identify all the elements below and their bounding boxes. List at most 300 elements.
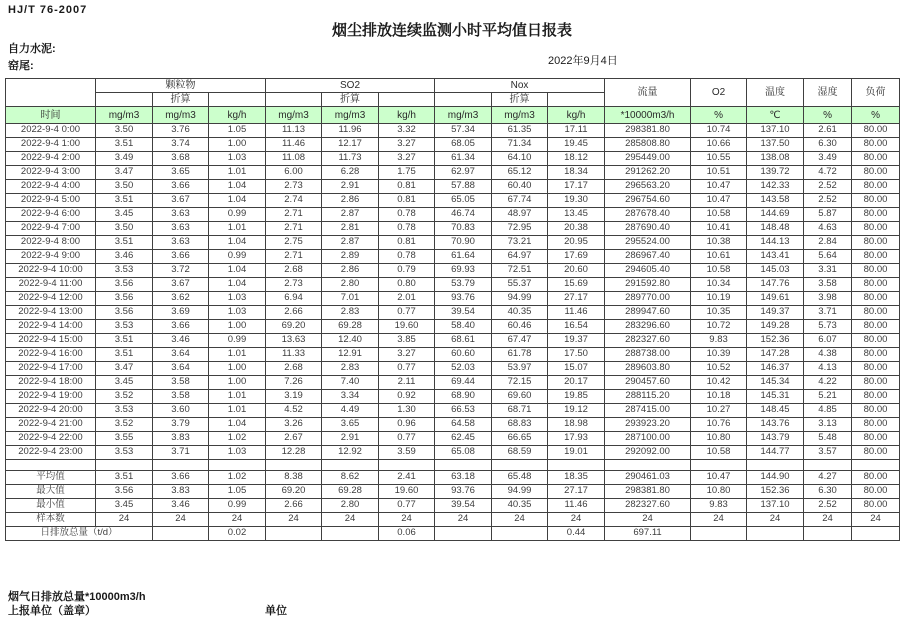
cell: 2022-9-4 5:00 <box>6 194 96 208</box>
cell: 1.02 <box>209 471 266 485</box>
cell: 10.27 <box>691 404 747 418</box>
header-units-row <box>6 107 900 124</box>
cell: 3.27 <box>379 152 435 166</box>
data-row <box>6 138 900 152</box>
cell: 1.04 <box>209 278 266 292</box>
cell: 2022-9-4 9:00 <box>6 250 96 264</box>
cell: 2022-9-4 8:00 <box>6 236 96 250</box>
cell: 94.99 <box>492 485 548 499</box>
converted-label: 折算 <box>492 93 548 107</box>
cell: 3.62 <box>153 292 209 306</box>
cell: 24 <box>266 513 322 527</box>
cell: 137.10 <box>747 499 804 513</box>
cell: 13.45 <box>548 208 605 222</box>
cell: 4.49 <box>322 404 379 418</box>
cell: 296754.60 <box>605 194 691 208</box>
cell: 1.03 <box>209 152 266 166</box>
cell: 291592.80 <box>605 278 691 292</box>
cell: 24 <box>804 513 852 527</box>
cell <box>96 460 153 471</box>
kiln-label: 窑尾: <box>8 60 34 72</box>
converted-label: 折算 <box>153 93 209 107</box>
cell: 3.19 <box>266 390 322 404</box>
cell: 3.50 <box>96 124 153 138</box>
cell: 3.65 <box>322 418 379 432</box>
cell: 64.58 <box>435 418 492 432</box>
cell: 3.47 <box>96 166 153 180</box>
cell: 2022-9-4 16:00 <box>6 348 96 362</box>
cell: 15.69 <box>548 278 605 292</box>
cell: 3.63 <box>153 222 209 236</box>
unit-cell: % <box>852 107 900 124</box>
cell: 143.79 <box>747 432 804 446</box>
cell: 149.61 <box>747 292 804 306</box>
cell: 2.52 <box>804 180 852 194</box>
cell: 3.83 <box>153 432 209 446</box>
data-row <box>6 278 900 292</box>
cell: 295524.00 <box>605 236 691 250</box>
cell: 2.86 <box>322 194 379 208</box>
cell: 65.12 <box>492 166 548 180</box>
cell: 80.00 <box>852 208 900 222</box>
cell: 143.58 <box>747 194 804 208</box>
cell <box>691 527 747 541</box>
cell: 1.05 <box>209 124 266 138</box>
cell: 0.77 <box>379 499 435 513</box>
cell: 80.00 <box>852 152 900 166</box>
cell: 144.77 <box>747 446 804 460</box>
blank-cell <box>435 93 492 107</box>
cell: 3.49 <box>804 152 852 166</box>
cell: 最小值 <box>6 499 96 513</box>
cell: 0.99 <box>209 499 266 513</box>
cell <box>209 460 266 471</box>
cell: 295449.00 <box>605 152 691 166</box>
cell: 292092.00 <box>605 446 691 460</box>
cell: 0.44 <box>548 527 605 541</box>
cell: 2.01 <box>379 292 435 306</box>
unit-cell: kg/h <box>209 107 266 124</box>
cell: 80.00 <box>852 432 900 446</box>
cell: 139.72 <box>747 166 804 180</box>
cell: 日排放总量（t/d） <box>6 527 153 541</box>
cell: 2022-9-4 14:00 <box>6 320 96 334</box>
cell: 0.77 <box>379 362 435 376</box>
data-row <box>6 250 900 264</box>
cell: 80.00 <box>852 446 900 460</box>
report-table <box>5 78 900 541</box>
cell: 1.00 <box>209 362 266 376</box>
unit-cell: mg/m3 <box>96 107 153 124</box>
cell: 1.04 <box>209 264 266 278</box>
cell: 142.33 <box>747 180 804 194</box>
cell: 3.46 <box>96 250 153 264</box>
cell: 93.76 <box>435 485 492 499</box>
cell: 65.05 <box>435 194 492 208</box>
cell: 147.76 <box>747 278 804 292</box>
cell: 3.71 <box>804 306 852 320</box>
cell: 2.89 <box>322 250 379 264</box>
cell: 27.17 <box>548 485 605 499</box>
cell: 3.47 <box>96 362 153 376</box>
cell: 3.26 <box>266 418 322 432</box>
cell: 3.79 <box>153 418 209 432</box>
data-row <box>6 404 900 418</box>
cell: 2.86 <box>322 264 379 278</box>
cell: 2022-9-4 10:00 <box>6 264 96 278</box>
cell: 3.64 <box>153 362 209 376</box>
cell: 7.40 <box>322 376 379 390</box>
cell: 138.08 <box>747 152 804 166</box>
cell: 58.40 <box>435 320 492 334</box>
cell: 2.81 <box>322 222 379 236</box>
unit-cell: % <box>691 107 747 124</box>
col-group-pm: 颗粒物 <box>96 79 266 93</box>
cell: 63.18 <box>435 471 492 485</box>
cell: 19.45 <box>548 138 605 152</box>
cell: 6.00 <box>266 166 322 180</box>
data-row <box>6 432 900 446</box>
cell: 283296.60 <box>605 320 691 334</box>
cell: 3.64 <box>153 348 209 362</box>
spacer-row <box>6 460 900 471</box>
cell: 11.46 <box>548 306 605 320</box>
cell: 3.56 <box>96 306 153 320</box>
summary-row <box>6 485 900 499</box>
cell: 20.17 <box>548 376 605 390</box>
cell: 69.20 <box>266 485 322 499</box>
cell: 61.34 <box>435 152 492 166</box>
cell: 3.58 <box>153 376 209 390</box>
cell: 24 <box>492 513 548 527</box>
cell: 0.06 <box>379 527 435 541</box>
cell: 66.53 <box>435 404 492 418</box>
cell: 19.37 <box>548 334 605 348</box>
cell: 0.92 <box>379 390 435 404</box>
cell: 137.10 <box>747 124 804 138</box>
cell: 2022-9-4 22:00 <box>6 432 96 446</box>
cell: 80.00 <box>852 362 900 376</box>
cell: 0.78 <box>379 222 435 236</box>
cell: 7.26 <box>266 376 322 390</box>
cell: 60.60 <box>435 348 492 362</box>
cell: 0.77 <box>379 432 435 446</box>
col-load: 负荷 <box>852 79 900 107</box>
cell: 19.01 <box>548 446 605 460</box>
report-date: 2022年9月4日 <box>548 55 618 67</box>
cell: 2022-9-4 15:00 <box>6 334 96 348</box>
cell: 1.75 <box>379 166 435 180</box>
cell: 18.35 <box>548 471 605 485</box>
cell: 3.98 <box>804 292 852 306</box>
cell: 2.11 <box>379 376 435 390</box>
cell: 3.45 <box>96 499 153 513</box>
cell <box>852 460 900 471</box>
cell: 2022-9-4 18:00 <box>6 376 96 390</box>
cell: 5.64 <box>804 250 852 264</box>
cell: 68.05 <box>435 138 492 152</box>
cell: 72.51 <box>492 264 548 278</box>
cell: 0.77 <box>379 306 435 320</box>
cell: 62.45 <box>435 432 492 446</box>
cell: 1.02 <box>209 432 266 446</box>
cell: 3.55 <box>96 432 153 446</box>
data-row <box>6 166 900 180</box>
cell: 6.30 <box>804 485 852 499</box>
cell: 3.66 <box>153 320 209 334</box>
cell: 2022-9-4 21:00 <box>6 418 96 432</box>
cell <box>605 460 691 471</box>
cell: 5.73 <box>804 320 852 334</box>
cell: 11.46 <box>266 138 322 152</box>
cell: 0.99 <box>209 208 266 222</box>
cell: 39.54 <box>435 499 492 513</box>
cell: 68.59 <box>492 446 548 460</box>
cell: 3.66 <box>153 471 209 485</box>
unit-cell: mg/m3 <box>492 107 548 124</box>
cell: 293923.20 <box>605 418 691 432</box>
cell: 60.46 <box>492 320 548 334</box>
cell: 70.83 <box>435 222 492 236</box>
cell: 0.99 <box>209 334 266 348</box>
cell: 10.58 <box>691 264 747 278</box>
unit-cell: mg/m3 <box>322 107 379 124</box>
cell: 80.00 <box>852 404 900 418</box>
cell: 1.00 <box>209 320 266 334</box>
cell: 3.50 <box>96 222 153 236</box>
cell: 3.66 <box>153 250 209 264</box>
cell: 12.91 <box>322 348 379 362</box>
cell <box>747 527 804 541</box>
cell: 80.00 <box>852 180 900 194</box>
cell: 12.92 <box>322 446 379 460</box>
cell: 68.71 <box>492 404 548 418</box>
blank-cell <box>548 93 605 107</box>
cell: 最大值 <box>6 485 96 499</box>
data-row <box>6 124 900 138</box>
cell: 24 <box>96 513 153 527</box>
cell: 6.30 <box>804 138 852 152</box>
cell <box>266 527 322 541</box>
header-group-row <box>6 79 900 93</box>
cell: 298381.80 <box>605 485 691 499</box>
cell: 3.57 <box>804 446 852 460</box>
cell: 0.99 <box>209 250 266 264</box>
cell: 10.47 <box>691 194 747 208</box>
cell: 152.36 <box>747 485 804 499</box>
cell: 2022-9-4 23:00 <box>6 446 96 460</box>
cell: 5.87 <box>804 208 852 222</box>
cell: 146.37 <box>747 362 804 376</box>
cell <box>492 527 548 541</box>
cell: 11.13 <box>266 124 322 138</box>
cell: 24 <box>747 513 804 527</box>
cell: 80.00 <box>852 485 900 499</box>
cell: 3.50 <box>96 180 153 194</box>
cell: 10.72 <box>691 320 747 334</box>
cell: 57.88 <box>435 180 492 194</box>
cell: 287678.40 <box>605 208 691 222</box>
cell: 平均值 <box>6 471 96 485</box>
cell: 3.56 <box>96 292 153 306</box>
cell: 19.60 <box>379 320 435 334</box>
cell: 9.83 <box>691 499 747 513</box>
cell: 2.87 <box>322 236 379 250</box>
cell: 286967.40 <box>605 250 691 264</box>
cell: 3.45 <box>96 208 153 222</box>
blank-cell <box>379 93 435 107</box>
data-row <box>6 152 900 166</box>
cell: 2022-9-4 13:00 <box>6 306 96 320</box>
cell: 53.79 <box>435 278 492 292</box>
cell: 145.03 <box>747 264 804 278</box>
cell: 10.47 <box>691 471 747 485</box>
cell: 15.07 <box>548 362 605 376</box>
cell: 2022-9-4 3:00 <box>6 166 96 180</box>
cell: 69.28 <box>322 485 379 499</box>
cell: 65.48 <box>492 471 548 485</box>
page-title: 烟尘排放连续监测小时平均值日报表 <box>331 22 572 39</box>
cell: 3.59 <box>379 446 435 460</box>
cell: 80.00 <box>852 390 900 404</box>
col-o2: O2 <box>691 79 747 107</box>
cell: 10.58 <box>691 208 747 222</box>
cell: 80.00 <box>852 194 900 208</box>
cell <box>6 460 96 471</box>
cell: 287415.00 <box>605 404 691 418</box>
table-body <box>6 124 900 541</box>
cell: 10.35 <box>691 306 747 320</box>
cell <box>548 460 605 471</box>
blank-cell <box>209 93 266 107</box>
cell: 17.11 <box>548 124 605 138</box>
cell: 2022-9-4 12:00 <box>6 292 96 306</box>
cell: 24 <box>852 513 900 527</box>
cell: 282327.60 <box>605 334 691 348</box>
cell: 3.63 <box>153 208 209 222</box>
cell: 19.30 <box>548 194 605 208</box>
cell: 3.83 <box>153 485 209 499</box>
cell: 3.31 <box>804 264 852 278</box>
cell: 24 <box>691 513 747 527</box>
cell: 4.38 <box>804 348 852 362</box>
cell: 3.27 <box>379 138 435 152</box>
cell: 72.15 <box>492 376 548 390</box>
cell: 12.17 <box>322 138 379 152</box>
cell: 288115.20 <box>605 390 691 404</box>
cell: 17.93 <box>548 432 605 446</box>
cell: 10.34 <box>691 278 747 292</box>
cell: 149.28 <box>747 320 804 334</box>
cell: 3.76 <box>153 124 209 138</box>
cell: 3.56 <box>96 485 153 499</box>
cell: 697.11 <box>605 527 691 541</box>
cell: 62.97 <box>435 166 492 180</box>
unit-cell: mg/m3 <box>435 107 492 124</box>
cell: 11.96 <box>322 124 379 138</box>
cell: 80.00 <box>852 471 900 485</box>
cell: 290457.60 <box>605 376 691 390</box>
cell <box>492 460 548 471</box>
cell: 69.93 <box>435 264 492 278</box>
data-row <box>6 390 900 404</box>
cell <box>322 527 379 541</box>
cell: 1.01 <box>209 166 266 180</box>
cell: 3.72 <box>153 264 209 278</box>
cell: 3.53 <box>96 404 153 418</box>
cell: 80.00 <box>852 250 900 264</box>
cell: 10.55 <box>691 152 747 166</box>
cell: 57.34 <box>435 124 492 138</box>
cell: 2.71 <box>266 250 322 264</box>
cell: 40.35 <box>492 306 548 320</box>
company-name: 自力水泥: <box>8 43 56 55</box>
cell: 17.50 <box>548 348 605 362</box>
cell: 289603.80 <box>605 362 691 376</box>
cell: 2.61 <box>804 124 852 138</box>
flue-gas-total-note: 烟气日排放总量*10000m3/h <box>8 591 146 603</box>
cell: 72.95 <box>492 222 548 236</box>
cell: 13.63 <box>266 334 322 348</box>
cell: 144.13 <box>747 236 804 250</box>
cell: 3.63 <box>153 236 209 250</box>
cell: 3.53 <box>96 264 153 278</box>
cell: 10.51 <box>691 166 747 180</box>
cell <box>266 460 322 471</box>
cell: 3.67 <box>153 194 209 208</box>
cell: 149.37 <box>747 306 804 320</box>
cell: 288738.00 <box>605 348 691 362</box>
summary-row <box>6 513 900 527</box>
cell: 19.12 <box>548 404 605 418</box>
cell: 1.01 <box>209 348 266 362</box>
cell: 69.28 <box>322 320 379 334</box>
cell: 1.04 <box>209 236 266 250</box>
unit-cell: kg/h <box>379 107 435 124</box>
cell: 2.83 <box>322 306 379 320</box>
cell: 3.60 <box>153 404 209 418</box>
cell: 80.00 <box>852 418 900 432</box>
col-temp: 温度 <box>747 79 804 107</box>
cell: 2.66 <box>266 499 322 513</box>
cell: 144.69 <box>747 208 804 222</box>
cell: 10.38 <box>691 236 747 250</box>
cell: 61.64 <box>435 250 492 264</box>
cell <box>435 460 492 471</box>
cell: 2022-9-4 17:00 <box>6 362 96 376</box>
cell: 147.28 <box>747 348 804 362</box>
cell: 287100.00 <box>605 432 691 446</box>
time-header-blank <box>6 79 96 107</box>
cell: 3.46 <box>153 499 209 513</box>
cell: 1.04 <box>209 180 266 194</box>
cell <box>153 527 209 541</box>
cell: 3.58 <box>804 278 852 292</box>
cell: 40.35 <box>492 499 548 513</box>
cell: 2.73 <box>266 278 322 292</box>
cell: 0.96 <box>379 418 435 432</box>
cell: 2.87 <box>322 208 379 222</box>
daily-total-row <box>6 527 900 541</box>
cell: 20.60 <box>548 264 605 278</box>
cell: 0.02 <box>209 527 266 541</box>
cell: 19.60 <box>379 485 435 499</box>
unit-cell: kg/h <box>548 107 605 124</box>
cell: 2.66 <box>266 306 322 320</box>
cell: 3.34 <box>322 390 379 404</box>
cell: 5.48 <box>804 432 852 446</box>
cell: 2.52 <box>804 194 852 208</box>
